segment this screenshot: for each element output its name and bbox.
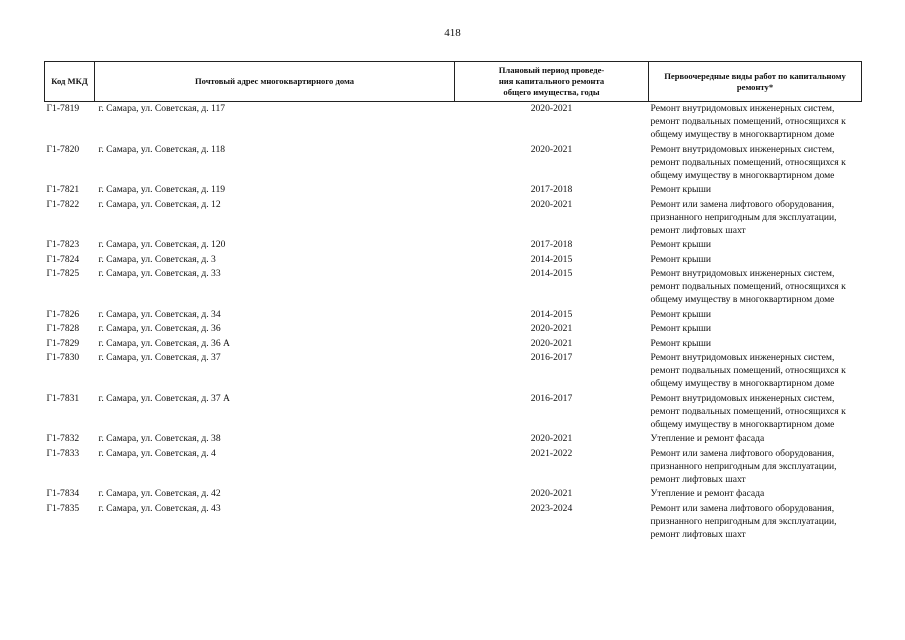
- works-line: Ремонт или замена лифтового оборудования,: [650, 502, 835, 514]
- mkd-code-cell: Г1-7826: [46, 308, 80, 320]
- works-cell: [649, 102, 862, 143]
- header-works-line: Первоочередные виды работ по капитальному: [664, 70, 846, 81]
- works-line: Ремонт крыши: [650, 184, 711, 195]
- table-header: [45, 62, 862, 102]
- mkd-code-cell: Г1-7833: [46, 447, 80, 459]
- works-line: общему имуществу в многоквартирном доме: [650, 129, 835, 140]
- address-cell: г. Самара, ул. Советская, д. 36 А: [98, 337, 230, 349]
- works-line: общему имуществу в многоквартирном доме: [650, 169, 835, 181]
- table-body: [45, 102, 862, 543]
- works-line: Утепление и ремонт фасада: [650, 488, 765, 499]
- works-line: ремонт лифтовых шахт: [650, 473, 746, 485]
- period-cell: 2020-2021: [530, 103, 573, 114]
- period-cell: 2014-2015: [530, 308, 573, 320]
- repair-table: [44, 61, 862, 542]
- works-line: Ремонт внутридомовых инженерных систем,: [650, 392, 835, 404]
- mkd-code-cell: Г1-7828: [46, 323, 80, 334]
- address-cell: г. Самара, ул. Советская, д. 117: [98, 103, 226, 114]
- mkd-code-cell: Г1-7832: [46, 433, 80, 444]
- mkd-code-cell: Г1-7829: [46, 337, 80, 349]
- address-cell: г. Самара, ул. Советская, д. 38: [98, 433, 221, 444]
- mkd-code-cell: Г1-7835: [46, 502, 80, 514]
- header-address: Почтовый адрес многоквартирного дома: [95, 62, 455, 102]
- works-line: общему имуществу в многоквартирном доме: [650, 294, 835, 305]
- works-line: Ремонт крыши: [650, 323, 711, 334]
- works-cell: [649, 238, 862, 253]
- mkd-code-cell: Г1-7825: [46, 268, 80, 279]
- header-period-line: общего имущества, годы: [503, 87, 600, 97]
- works-cell: [649, 392, 862, 433]
- table-row: [45, 322, 862, 337]
- address-cell: г. Самара, ул. Советская, д. 4: [98, 447, 216, 459]
- header-period-line: ния капитального ремонта: [498, 76, 605, 86]
- header-code: Код МКД: [45, 62, 95, 102]
- address-cell: г. Самара, ул. Советская, д. 33: [98, 268, 221, 279]
- table-row: [45, 351, 862, 392]
- page-number: 418: [444, 27, 461, 39]
- works-cell: [649, 351, 862, 392]
- mkd-code-cell: Г1-7822: [46, 198, 80, 210]
- mkd-code-cell: Г1-7820: [46, 143, 80, 155]
- period-cell: 2020-2021: [530, 198, 573, 210]
- period-cell: 2014-2015: [530, 268, 573, 279]
- works-cell: [649, 308, 862, 323]
- works-cell: [649, 253, 862, 268]
- works-line: Ремонт крыши: [650, 308, 711, 320]
- address-cell: г. Самара, ул. Советская, д. 37 А: [98, 392, 230, 404]
- works-line: ремонт подвальных помещений, относящихся к: [650, 156, 846, 168]
- table-row: [45, 502, 862, 543]
- period-cell: 2020-2021: [530, 488, 573, 499]
- table-row: [45, 198, 862, 239]
- works-cell: [649, 337, 862, 352]
- works-line: Ремонт внутридомовых инженерных систем,: [650, 143, 835, 155]
- works-line: Утепление и ремонт фасада: [650, 433, 765, 444]
- address-cell: г. Самара, ул. Советская, д. 12: [98, 198, 221, 210]
- table-row: [45, 337, 862, 352]
- works-line: Ремонт или замена лифтового оборудования,: [650, 198, 835, 210]
- mkd-code-cell: Г1-7819: [46, 103, 80, 114]
- header-period-line: Плановый период проведе-: [498, 65, 605, 75]
- table-row: [45, 392, 862, 433]
- works-line: Ремонт крыши: [650, 253, 711, 265]
- address-cell: г. Самара, ул. Советская, д. 118: [98, 143, 226, 155]
- works-line: признанного непригодным для эксплуатации,: [650, 211, 837, 223]
- mkd-code-cell: Г1-7831: [46, 392, 80, 404]
- address-cell: г. Самара, ул. Советская, д. 120: [98, 239, 226, 250]
- works-line: ремонт лифтовых шахт: [650, 528, 746, 540]
- period-cell: 2017-2018: [530, 239, 573, 250]
- mkd-code-cell: Г1-7821: [46, 184, 80, 195]
- works-line: Ремонт или замена лифтового оборудования,: [650, 447, 835, 459]
- table-row: [45, 183, 862, 198]
- period-cell: 2020-2021: [530, 433, 573, 444]
- works-cell: [649, 322, 862, 337]
- works-line: ремонт подвальных помещений, относящихся к: [650, 281, 846, 292]
- works-cell: [649, 143, 862, 184]
- period-cell: 2020-2021: [530, 323, 573, 334]
- address-cell: г. Самара, ул. Советская, д. 37: [98, 352, 221, 363]
- table-row: [45, 102, 862, 143]
- header-works: [649, 62, 862, 102]
- mkd-code-cell: Г1-7824: [46, 253, 80, 265]
- period-cell: 2021-2022: [530, 447, 573, 459]
- works-cell: [649, 487, 862, 502]
- repair-table-container: [44, 61, 861, 542]
- works-cell: [649, 447, 862, 488]
- mkd-code-cell: Г1-7830: [46, 352, 80, 363]
- table-row: [45, 432, 862, 447]
- works-line: Ремонт крыши: [650, 239, 711, 250]
- address-cell: г. Самара, ул. Советская, д. 36: [98, 323, 221, 334]
- address-cell: г. Самара, ул. Советская, д. 3: [98, 253, 216, 265]
- works-cell: [649, 502, 862, 543]
- period-cell: 2016-2017: [530, 352, 573, 363]
- table-header-row: [45, 62, 862, 102]
- works-line: ремонт подвальных помещений, относящихся к: [650, 405, 846, 417]
- table-row: [45, 238, 862, 253]
- works-cell: [649, 183, 862, 198]
- works-cell: [649, 198, 862, 239]
- table-row: [45, 143, 862, 184]
- table-row: [45, 447, 862, 488]
- header-works-line: ремонту*: [736, 81, 774, 92]
- period-cell: 2023-2024: [530, 502, 573, 514]
- period-cell: 2017-2018: [530, 184, 573, 195]
- mkd-code-cell: Г1-7834: [46, 488, 80, 499]
- works-line: признанного непригодным для эксплуатации,: [650, 460, 837, 472]
- works-cell: [649, 267, 862, 308]
- works-line: Ремонт внутридомовых инженерных систем,: [650, 103, 835, 114]
- works-line: ремонт лифтовых шахт: [650, 224, 746, 236]
- period-cell: 2016-2017: [530, 392, 573, 404]
- table-row: [45, 253, 862, 268]
- address-cell: г. Самара, ул. Советская, д. 119: [98, 184, 226, 195]
- works-line: общему имуществу в многоквартирном доме: [650, 418, 835, 430]
- address-cell: г. Самара, ул. Советская, д. 43: [98, 502, 221, 514]
- works-line: признанного непригодным для эксплуатации,: [650, 515, 837, 527]
- period-cell: 2020-2021: [530, 143, 573, 155]
- works-line: ремонт подвальных помещений, относящихся к: [650, 365, 846, 376]
- works-line: Ремонт внутридомовых инженерных систем,: [650, 352, 835, 363]
- works-line: общему имуществу в многоквартирном доме: [650, 378, 835, 389]
- works-line: ремонт подвальных помещений, относящихся к: [650, 116, 846, 127]
- period-cell: 2014-2015: [530, 253, 573, 265]
- works-cell: [649, 432, 862, 447]
- table-row: [45, 487, 862, 502]
- table-row: [45, 308, 862, 323]
- works-line: Ремонт внутридомовых инженерных систем,: [650, 268, 835, 279]
- period-cell: 2020-2021: [530, 337, 573, 349]
- mkd-code-cell: Г1-7823: [46, 239, 80, 250]
- address-cell: г. Самара, ул. Советская, д. 34: [98, 308, 221, 320]
- works-line: Ремонт крыши: [650, 337, 711, 349]
- header-period: [455, 62, 649, 102]
- table-row: [45, 267, 862, 308]
- address-cell: г. Самара, ул. Советская, д. 42: [98, 488, 221, 499]
